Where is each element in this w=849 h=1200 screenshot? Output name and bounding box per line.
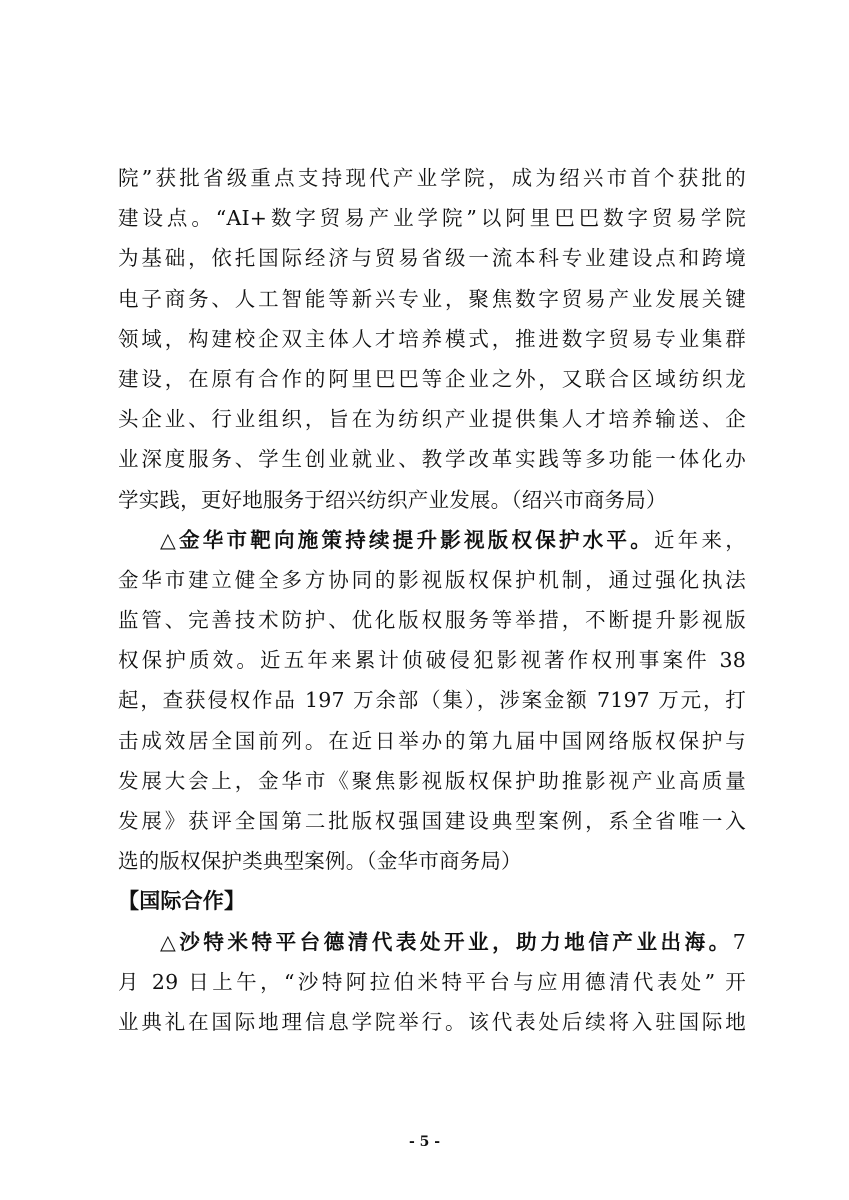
text-line: 选的版权保护类典型案例。（金华市商务局）	[118, 849, 522, 874]
text-line: 建设，在原有合作的阿里巴巴等企业之外，又联合区域纺织龙	[118, 366, 746, 391]
text-line: 院”获批省级重点支持现代产业学院，成为绍兴市首个获批的	[118, 166, 746, 190]
headline-line	[118, 520, 746, 560]
text-line: 金华市建立健全多方协同的影视版权保护机制，通过强化执法	[118, 567, 746, 592]
paragraph-saudi-office	[118, 922, 746, 1043]
text-line: 击成效居全国前列。在近日举办的第九届中国网络版权保护与	[118, 728, 746, 753]
text-line: 业典礼在国际地理信息学院举行。该代表处后续将入驻国际地	[118, 1009, 746, 1034]
document-body	[118, 158, 746, 1042]
text-fragment: 7	[732, 929, 746, 954]
text-line: 发展》获评全国第二批版权强国建设典型案例，系全省唯一入	[118, 809, 746, 833]
news-headline: △沙特米特平台德清代表处开业，助力地信产业出海。	[160, 929, 733, 954]
text-line: 起，查获侵权作品 197 万余部（集），涉案金额 7197 万元，打	[118, 688, 746, 713]
text-line: 为基础，依托国际经济与贸易省级一流本科专业建设点和跨境	[118, 246, 746, 271]
text-line: 月 29 日上午，“沙特阿拉伯米特平台与应用德清代表处” 开	[118, 969, 746, 994]
text-line: 头企业、行业组织，旨在为纺织产业提供集人才培养输送、企	[118, 407, 746, 432]
text-line: 电子商务、人工智能等新兴专业，聚焦数字贸易产业发展关键	[118, 286, 746, 311]
headline-line	[118, 922, 746, 962]
text-line: 学实践，更好地服务于绍兴纺织产业发展。（绍兴市商务局）	[118, 487, 667, 512]
news-headline: △金华市靶向施策持续提升影视版权保护水平。	[160, 527, 655, 552]
text-line: 发展大会上，金华市《聚焦影视版权保护助推影视产业高质量	[118, 768, 746, 793]
paragraph-shaoxing-industry-college	[118, 158, 746, 520]
paragraph-jinhua-copyright	[118, 520, 746, 882]
text-line: 领域，构建校企双主体人才培养模式，推进数字贸易专业集群	[118, 326, 746, 351]
text-line: 业深度服务、学生创业就业、教学改革实践等多功能一体化办	[118, 447, 746, 472]
text-fragment: 近年来，	[654, 527, 746, 552]
text-line: 权保护质效。近五年来累计侦破侵犯影视著作权刑事案件 38	[118, 648, 746, 673]
page-number: - 5 -	[408, 1134, 441, 1150]
text-line: 监管、完善技术防护、优化版权服务等举措，不断提升影视版	[118, 608, 746, 633]
text-line: 建设点。“AI+数字贸易产业学院”以阿里巴巴数字贸易学院	[118, 206, 746, 231]
section-title: 【国际合作】	[118, 888, 246, 914]
